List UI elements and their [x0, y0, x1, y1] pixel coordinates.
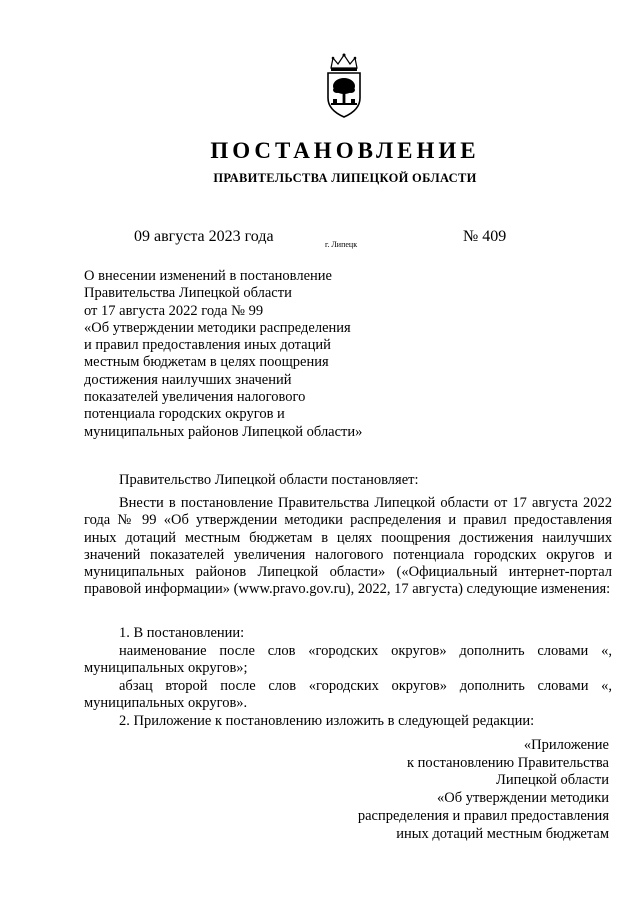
item-2-heading: 2. Приложение к постановлению изложить в следующей редакции:: [119, 713, 535, 729]
heading-line: достижения наилучших значений: [84, 371, 292, 388]
heading-line: показателей увеличения налогового: [84, 389, 306, 406]
item-1a-paragraph: наименование после слов «городских округов» дополнить словами «, муниципальных округов»;: [84, 643, 612, 677]
heading-line: О внесении изменений в постановление: [84, 268, 332, 284]
item-1b-paragraph: абзац второй после слов «городских округов» дополнить словами «, муниципальных округов».: [84, 678, 612, 712]
coat-of-arms-icon: [319, 52, 369, 122]
heading-line: от 17 августа 2022 года № 99: [84, 302, 264, 319]
appendix-line: распределения и правил предоставления: [357, 807, 609, 824]
heading-line: местным бюджетам в целях поощрения: [84, 354, 329, 371]
heading-line: муниципальных районов Липецкой области»: [84, 423, 363, 440]
heading-line: и правил предоставления иных дотаций: [84, 337, 331, 354]
document-title: ПОСТАНОВЛЕНИЕ: [210, 138, 480, 163]
heading-line: потенциала городских округов и: [84, 406, 285, 423]
appendix-line: к постановлению Правительства: [407, 754, 609, 771]
appendix-line: «Приложение: [523, 737, 609, 753]
heading-line: Правительства Липецкой области: [84, 285, 292, 302]
appendix-header: [289, 737, 609, 843]
appendix-line: Липецкой области: [496, 772, 609, 789]
heading-line: «Об утверждении методики распределения: [84, 319, 351, 336]
item-1-heading: 1. В постановлении:: [119, 625, 245, 641]
document-number: № 409: [463, 228, 507, 245]
main-paragraph: Внести в постановление Правительства Липецкой области от 17 августа 2022 года № 99 «Об утверждении методики распределения и правил предоставления иных дотаций местным бюджетам в целях поощрения достижения наилучших значений показателей увеличения налогового потенциала городских округов и муниципальных районов Липецкой области» («Официальный интернет-портал правовой информации» (www.pravo.gov.ru), 2022, 17 августа) следующие изменения:: [84, 495, 612, 598]
document-heading: [84, 268, 404, 441]
document-place: г. Липецк: [325, 240, 358, 249]
appendix-line: иных дотаций местным бюджетам: [396, 825, 609, 842]
appendix-line: «Об утверждении методики: [436, 790, 609, 807]
intro-paragraph: Правительство Липецкой области постановляет:: [119, 472, 419, 488]
document-subtitle: ПРАВИТЕЛЬСТВА ЛИПЕЦКОЙ ОБЛАСТИ: [213, 171, 477, 185]
document-date: 09 августа 2023 года: [134, 228, 274, 245]
